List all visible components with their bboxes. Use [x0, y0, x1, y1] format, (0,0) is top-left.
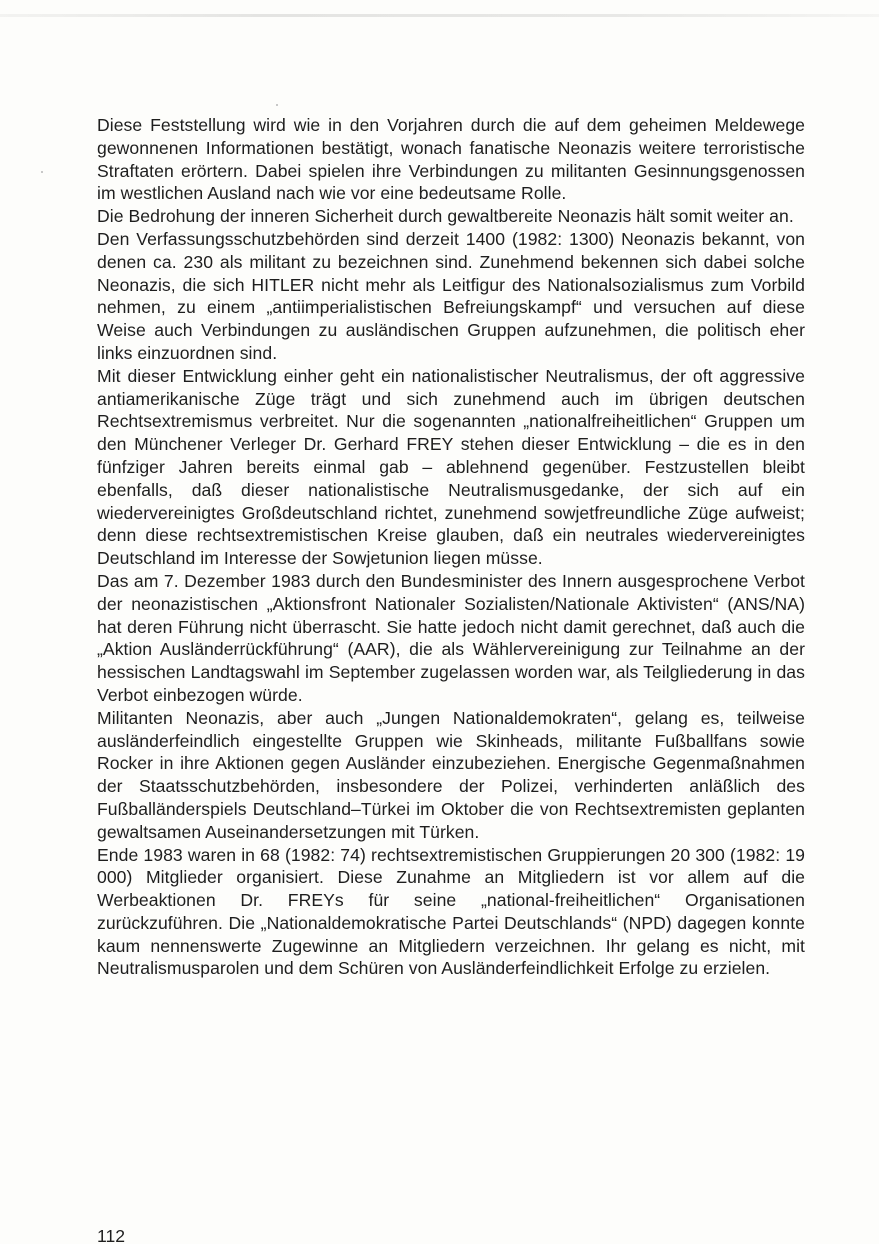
paragraph-4: Mit dieser Entwicklung einher geht ein nationalistischer Neutralismus, der oft aggressive antiamerikanische Züge trägt und sich zunehmend auch im übrigen deutschen Rechtsextremismus verbreitet. Nur die sogenannten „nationalfreiheitlichen“ Gruppen um den Münchener Verleger Dr. Gerhard FREY stehen dieser Entwicklung – die es in den fünfziger Jahren bereits einmal gab – ablehnend gegenüber. Festzustellen bleibt ebenfalls, daß dieser nationalistische Neutralismusgedanke, der sich auf ein wiedervereinigtes Großdeutschland richtet, zunehmend sowjetfreundliche Züge aufweist; denn diese rechtsextremistischen Kreise glauben, daß ein neutrales wiedervereinigtes Deutschland im Interesse der Sowjetunion liegen müsse.	[97, 365, 805, 569]
scan-edge-rule	[0, 14, 879, 17]
document-body	[97, 114, 805, 980]
page-number: 112	[97, 1226, 126, 1244]
paragraph-3: Den Verfassungsschutzbehörden sind derzeit 1400 (1982: 1300) Neonazis bekannt, von denen ca. 230 als militant zu bezeichnen sind. Zunehmend bekennen sich dabei solche Neonazis, die sich HITLER nicht mehr als Leitfigur des Nationalsozialismus zum Vorbild nehmen, zu einem „antiimperialistischen Befreiungskampf“ und versuchen auf diese Weise auch Verbindungen zu ausländischen Gruppen aufzunehmen, die politisch eher links einzuordnen sind.	[97, 228, 805, 363]
paragraph-1: Diese Feststellung wird wie in den Vorjahren durch die auf dem geheimen Meldewege gewonnenen Informationen bestätigt, wonach fanatische Neonazis weitere terroristische Straftaten erörtern. Dabei spielen ihre Verbindungen zu militanten Gesinnungsgenossen im westlichen Ausland nach wie vor eine bedeutsame Rolle.	[97, 115, 805, 204]
paragraph-6: Militanten Neonazis, aber auch „Jungen Nationaldemokraten“, gelang es, teilweise ausländerfeindlich eingestellte Gruppen wie Skinheads, militante Fußballfans sowie Rocker in ihre Aktionen gegen Ausländer einzubeziehen. Energische Gegenmaßnahmen der Staatsschutzbehörden, insbesondere der Polizei, verhinderten anläßlich des Fußballänderspiels Deutschland–Türkei im Oktober die von Rechtsextremisten geplanten gewaltsamen Auseinandersetzungen mit Türken.	[97, 707, 805, 842]
paragraph-2: Die Bedrohung der inneren Sicherheit durch gewaltbereite Neonazis hält somit weiter an.	[97, 206, 794, 227]
scan-speck	[276, 104, 278, 106]
scan-speck	[41, 171, 43, 173]
paragraph-7: Ende 1983 waren in 68 (1982: 74) rechtsextremistischen Gruppierungen 20 300 (1982: 19 000) Mitglieder organisiert. Diese Zunahme an Mitgliedern ist vor allem auf die Werbeaktionen Dr. FREYs für seine „national-freiheitlichen“ Organisationen zurückzuführen. Die „Nationaldemokratische Partei Deutschlands“ (NPD) dagegen konnte kaum nennenswerte Zugewinne an Mitgliedern verzeichnen. Ihr gelang es nicht, mit Neutralismusparolen und dem Schüren von Ausländerfeindlichkeit Erfolge zu erzielen.	[97, 844, 805, 979]
paragraph-5: Das am 7. Dezember 1983 durch den Bundesminister des Innern ausgesprochene Verbot der neonazistischen „Aktionsfront Nationaler Sozialisten/Nationale Aktivisten“ (ANS/NA) hat deren Führung nicht überrascht. Sie hatte jedoch nicht damit gerechnet, daß auch die „Aktion Ausländerrückführung“ (AAR), die als Wählervereinigung zur Teilnahme an der hessischen Landtagswahl im September zugelassen worden war, als Teilgliederung in das Verbot einbezogen würde.	[97, 570, 805, 705]
